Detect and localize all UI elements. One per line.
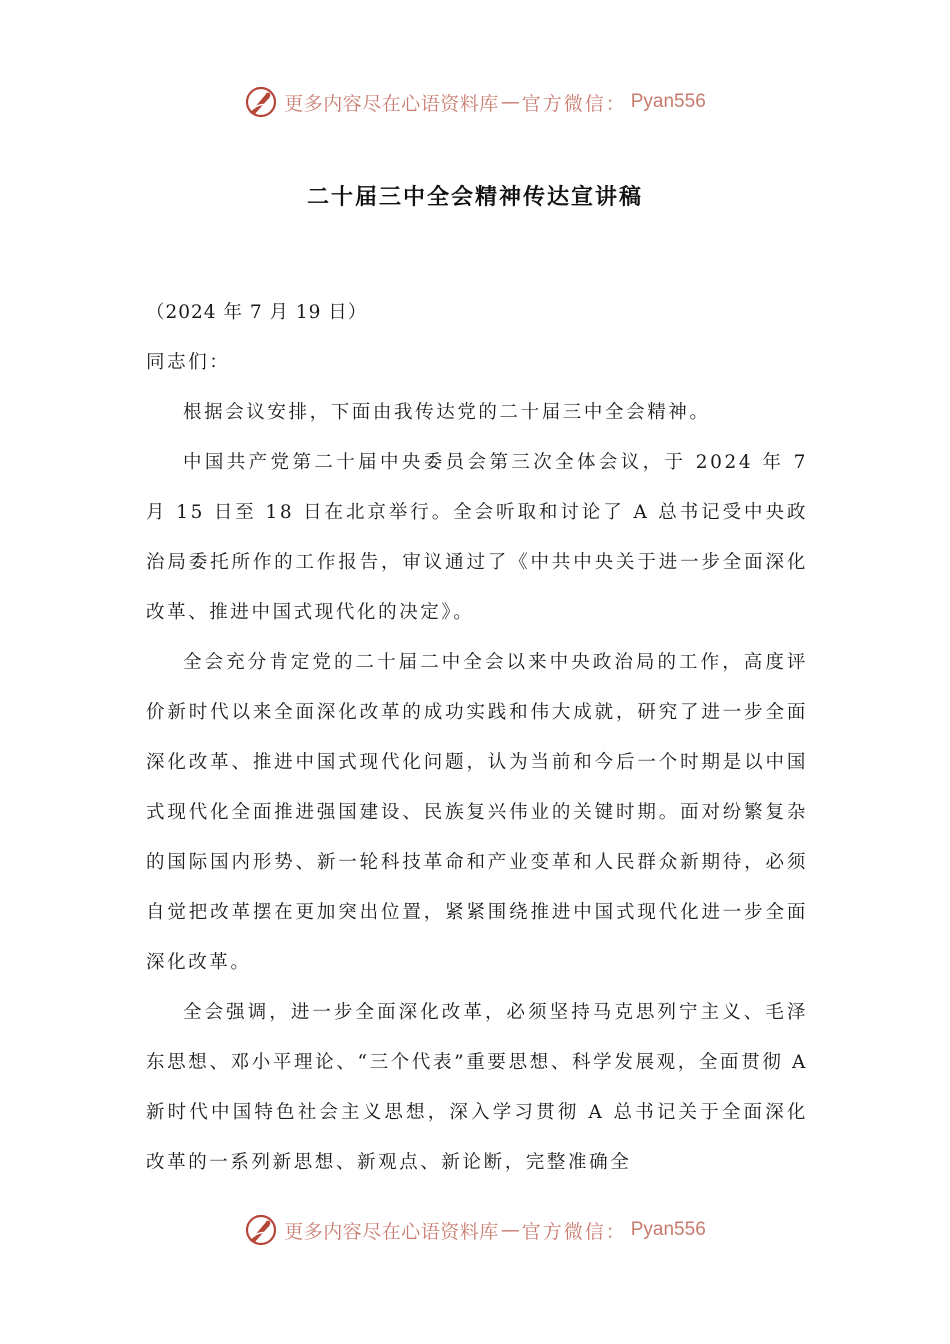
watermark-header [0,82,950,122]
watermark-site-text: 更多内容尽在心语资料库 [284,1220,499,1243]
paragraph: 根据会议安排，下面由我传达党的二十届三中全会精神。 [183,402,711,423]
pen-logo-icon [244,1213,278,1247]
watermark-wechat-id: Pyan556 [630,1219,706,1240]
watermark-wechat-label: 官方微信： [521,1220,627,1243]
watermark-separator: — [500,91,520,113]
salutation: 同志们： [146,352,231,373]
watermark-separator: — [500,1219,520,1241]
pen-logo-icon [244,85,278,119]
watermark-wechat-id: Pyan556 [630,91,706,112]
paragraph: 全会充分肯定党的二十届二中全会以来中央政治局的工作，高度评价新时代以来全面深化改革的成功实践和伟大成就，研究了进一步全面深化改革、推进中国式现代化问题，认为当前和今后一个时期是以中国式现代化全面推进强国建设、民族复兴伟业的关键时期。面对纷繁复杂的国际国内形势、新一轮科技革命和产业变革和人民群众新期待，必须自觉把改革摆在更加突出位置，紧紧围绕推进中国式现代化进一步全面深化改革。 [146,652,808,973]
paragraph: 全会强调，进一步全面深化改革，必须坚持马克思列宁主义、毛泽东思想、邓小平理论、“三个代表”重要思想、科学发展观，全面贯彻 A 新时代中国特色社会主义思想，深入学习贯彻 A 总书记关于全面深化改革的一系列新思想、新观点、新论断，完整准确全 [146,1002,808,1173]
paragraph: 中国共产党第二十届中央委员会第三次全体会议，于 2024 年 7 月 15 日至 18 日在北京举行。全会听取和讨论了 A 总书记受中央政治局委托所作的工作报告，审议通过了《中共中央关于进一步全面深化改革、推进中国式现代化的决定》。 [146,452,808,623]
watermark-site-text: 更多内容尽在心语资料库 [284,92,499,115]
watermark-wechat-label: 官方微信： [521,92,627,115]
document-title: 二十届三中全会精神传达宣讲稿 [306,185,643,210]
watermark-footer [0,1210,950,1250]
document-body [146,288,808,1188]
document-date: （2024 年 7 月 19 日） [146,302,368,323]
